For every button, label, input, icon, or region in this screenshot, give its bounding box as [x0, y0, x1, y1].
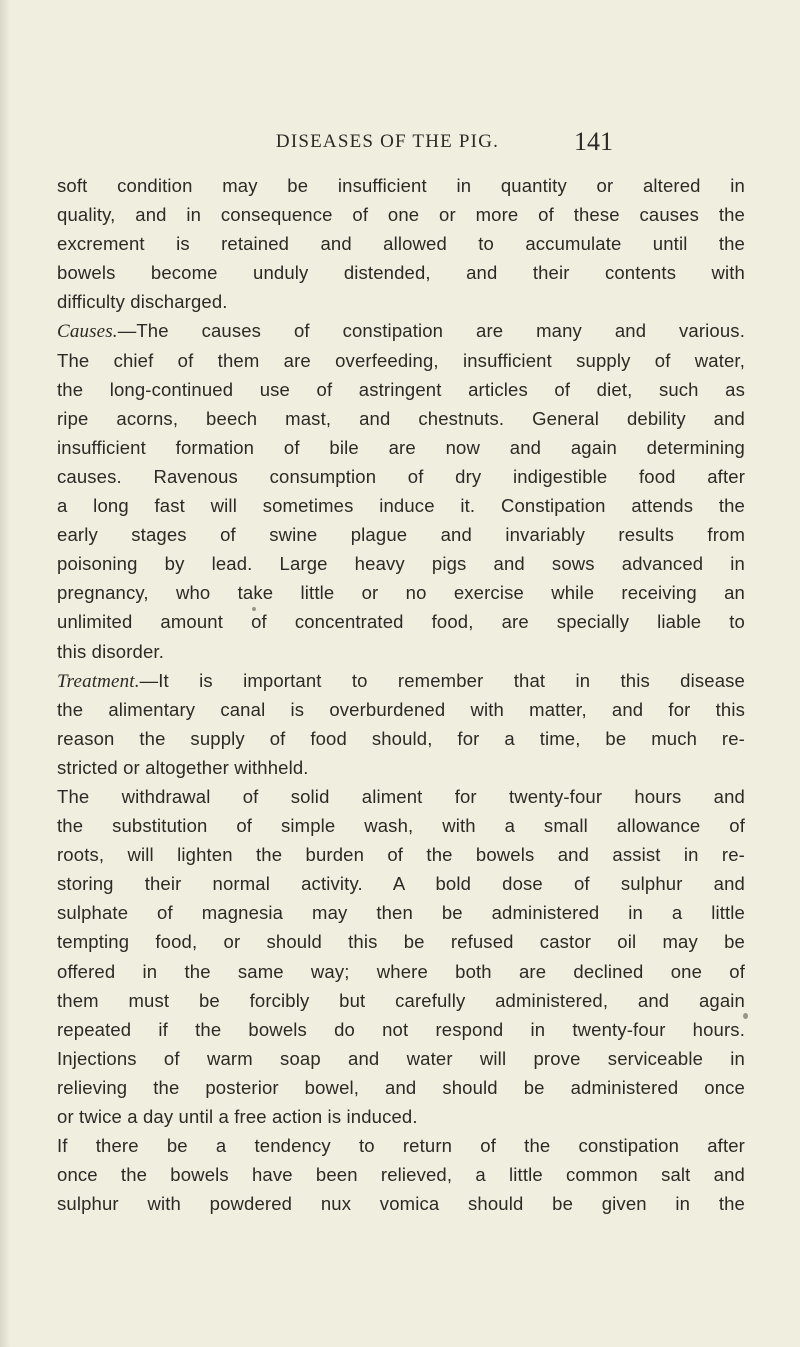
line-text: a long fast will sometimes induce it. Constipation attends the	[57, 495, 745, 517]
line-text: relieving the posterior bowel, and should be administered once	[57, 1076, 745, 1098]
text-line	[57, 1131, 745, 1160]
text-line	[57, 782, 745, 811]
page-header	[0, 127, 800, 161]
text-line	[57, 287, 745, 316]
text-line	[57, 229, 745, 258]
text-line	[57, 840, 745, 869]
text-line	[57, 695, 745, 724]
line-text: once the bowels have been relieved, a little common salt and	[57, 1164, 745, 1186]
line-text: unlimited amount of concentrated food, are specially liable to	[57, 611, 745, 633]
line-text: this disorder.	[57, 640, 164, 662]
text-line	[57, 927, 745, 956]
line-text: them must be forcibly but carefully administered, and again	[57, 989, 745, 1011]
text-line	[57, 869, 745, 898]
text-line	[57, 346, 745, 375]
text-line	[57, 1073, 745, 1102]
line-text: —The causes of constipation are many and various.	[117, 320, 745, 342]
line-text: early stages of swine plague and invariably results from	[57, 524, 745, 546]
text-line	[57, 1102, 745, 1131]
text-line	[57, 607, 745, 636]
text-line	[57, 578, 745, 607]
line-text: bowels become unduly distended, and their contents with	[57, 262, 745, 284]
line-text: reason the supply of food should, for a time, be much re-	[57, 727, 745, 749]
line-text: ripe acorns, beech mast, and chestnuts. General debility and	[57, 407, 745, 429]
text-line	[57, 753, 745, 782]
line-text: excrement is retained and allowed to accumulate until the	[57, 233, 745, 255]
line-text: pregnancy, who take little or no exercise while receiving an	[57, 582, 745, 604]
text-line	[57, 462, 745, 491]
line-text: soft condition may be insufficient in quantity or altered in	[57, 175, 745, 196]
text-line	[57, 316, 745, 345]
section-heading: Causes.	[57, 321, 118, 343]
line-text: difficulty discharged.	[57, 291, 228, 313]
text-line	[57, 724, 745, 753]
running-head: DISEASES OF THE PIG.	[275, 131, 500, 152]
page-edge-shadow	[0, 0, 10, 1347]
line-text: —It is important to remember that in this disease	[139, 669, 745, 691]
line-text: The withdrawal of solid aliment for twenty-four hours and	[57, 785, 745, 807]
text-line	[57, 375, 745, 404]
line-text: tempting food, or should this be refused castor oil may be	[57, 931, 745, 953]
text-line	[57, 171, 745, 200]
text-line	[57, 986, 745, 1015]
text-line	[57, 404, 745, 433]
text-line	[57, 637, 745, 666]
text-line	[57, 811, 745, 840]
text-line	[57, 1044, 745, 1073]
text-line	[57, 666, 745, 695]
line-text: quality, and in consequence of one or more of these causes the	[57, 204, 745, 226]
line-text: offered in the same way; where both are declined one of	[57, 960, 745, 982]
line-text: storing their normal activity. A bold dose of sulphur and	[57, 873, 745, 895]
line-text: causes. Ravenous consumption of dry indigestible food after	[57, 465, 745, 487]
paper-speck	[252, 607, 256, 611]
line-text: The chief of them are overfeeding, insufficient supply of water,	[57, 349, 745, 371]
line-text: If there be a tendency to return of the constipation after	[57, 1135, 745, 1157]
line-text: Injections of warm soap and water will prove serviceable in	[57, 1047, 745, 1069]
line-text: the substitution of simple wash, with a small allowance of	[57, 815, 745, 837]
section-heading: Treatment.	[57, 670, 140, 692]
text-line	[57, 1015, 745, 1044]
line-text: sulphur with powdered nux vomica should be given in the	[57, 1193, 745, 1215]
text-line	[57, 433, 745, 462]
line-text: sulphate of magnesia may then be administered in a little	[57, 902, 745, 924]
line-text: poisoning by lead. Large heavy pigs and sows advanced in	[57, 553, 745, 575]
page-number: 141	[574, 127, 613, 156]
line-text: the alimentary canal is overburdened with matter, and for this	[57, 698, 745, 720]
text-line	[57, 200, 745, 229]
line-text: stricted or altogether withheld.	[57, 756, 309, 778]
text-line	[57, 549, 745, 578]
text-line	[57, 957, 745, 986]
body-text	[57, 171, 745, 1218]
line-text: insufficient formation of bile are now and again determining	[57, 436, 745, 458]
text-line	[57, 520, 745, 549]
line-text: repeated if the bowels do not respond in twenty-four hours.	[57, 1018, 745, 1040]
line-text: the long-continued use of astringent articles of diet, such as	[57, 378, 745, 400]
paper-speck	[743, 1013, 748, 1019]
text-line	[57, 1189, 745, 1218]
text-line	[57, 898, 745, 927]
text-line	[57, 258, 745, 287]
text-line	[57, 491, 745, 520]
line-text: or twice a day until a free action is induced.	[57, 1106, 418, 1127]
line-text: roots, will lighten the burden of the bowels and assist in re-	[57, 844, 745, 866]
text-line	[57, 1160, 745, 1189]
